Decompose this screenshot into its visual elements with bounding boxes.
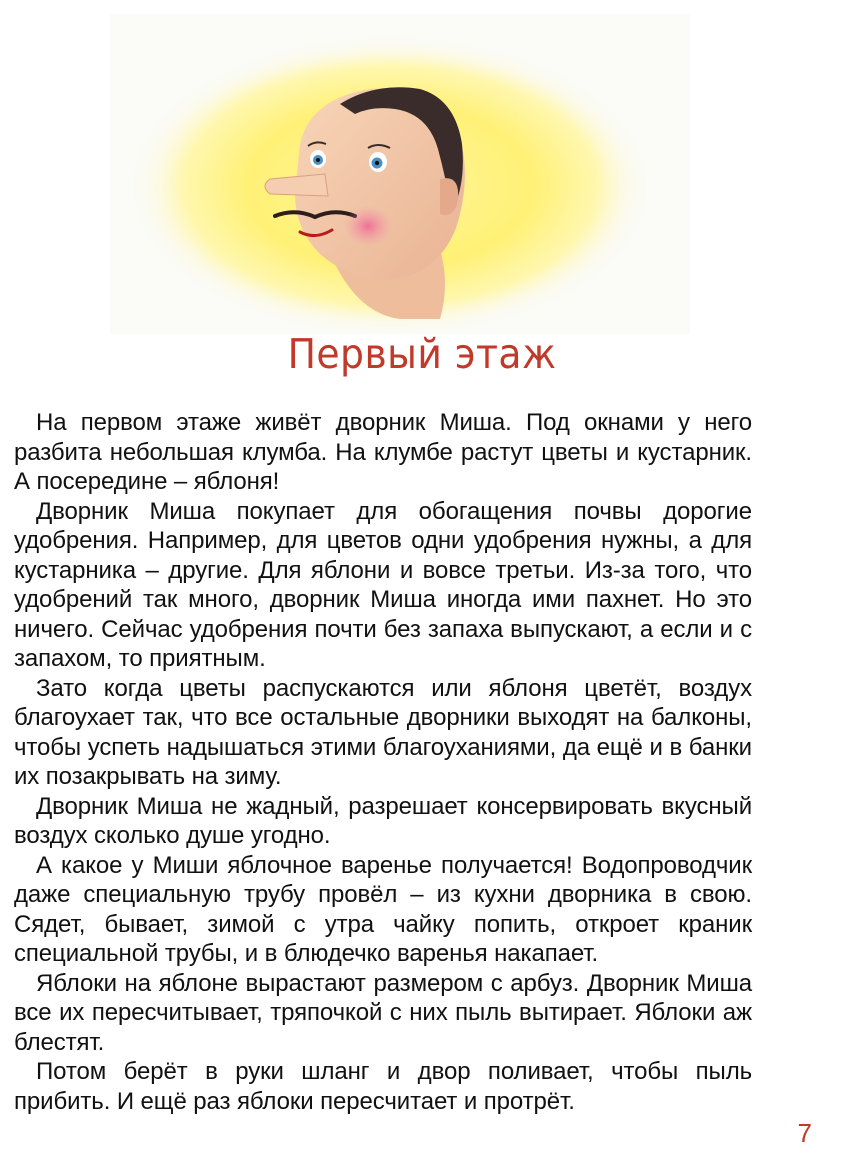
dvornik-face-drawing — [110, 14, 690, 334]
cheek-blush — [344, 206, 392, 246]
paragraph: Дворник Миша не жадный, разрешает консервировать вкусный воздух сколько душе угодно. — [14, 792, 752, 849]
paragraph: Яблоки на яблоне вырастают размером с арбуз. Дворник Миша все их пересчитывает, тряпочкой с них пыль вытирает. Яблоки аж блестят. — [14, 969, 752, 1056]
illustration-dvornik — [110, 14, 690, 334]
paragraph: Потом берёт в руки шланг и двор поливает, чтобы пыль прибить. И ещё раз яблоки пересчитает и протрёт. — [14, 1058, 752, 1115]
paragraph: А какое у Миши яблочное варенье получается! Водопроводчик даже специальную трубу провёл – из кухни дворника в свою. Сядет, бывает, зимой с утра чайку попить, откроет краник специальной трубы, и в блюдечко варенья накапает. — [14, 851, 752, 967]
paragraph: Дворник Миша покупает для обогащения почвы дорогие удобрения. Например, для цветов одни удобрения нужны, а для кустарника – другие. Для яблони и вовсе третьи. Из-за того, что удобрений так много, дворник Миша иногда ими пахнет. Но это ничего. Сейчас удобрения почти без запаха выпускают, а если и с запахом, то приятным. — [14, 497, 752, 672]
chapter-title: Первый этаж — [287, 330, 557, 378]
page-number: 7 — [797, 1118, 812, 1148]
paragraph: Зато когда цветы распускаются или яблоня цветёт, воздух благоухает так, что все остальные дворники выходят на балконы, чтобы успеть надышаться этими благоуханиями, да ещё и в банки их позакрывать на зиму. — [14, 674, 752, 790]
story-text — [14, 408, 752, 1116]
paragraph: На первом этаже живёт дворник Миша. Под окнами у него разбита небольшая клумба. На клумбе растут цветы и кустарник. А посередине – яблоня! — [14, 409, 752, 495]
